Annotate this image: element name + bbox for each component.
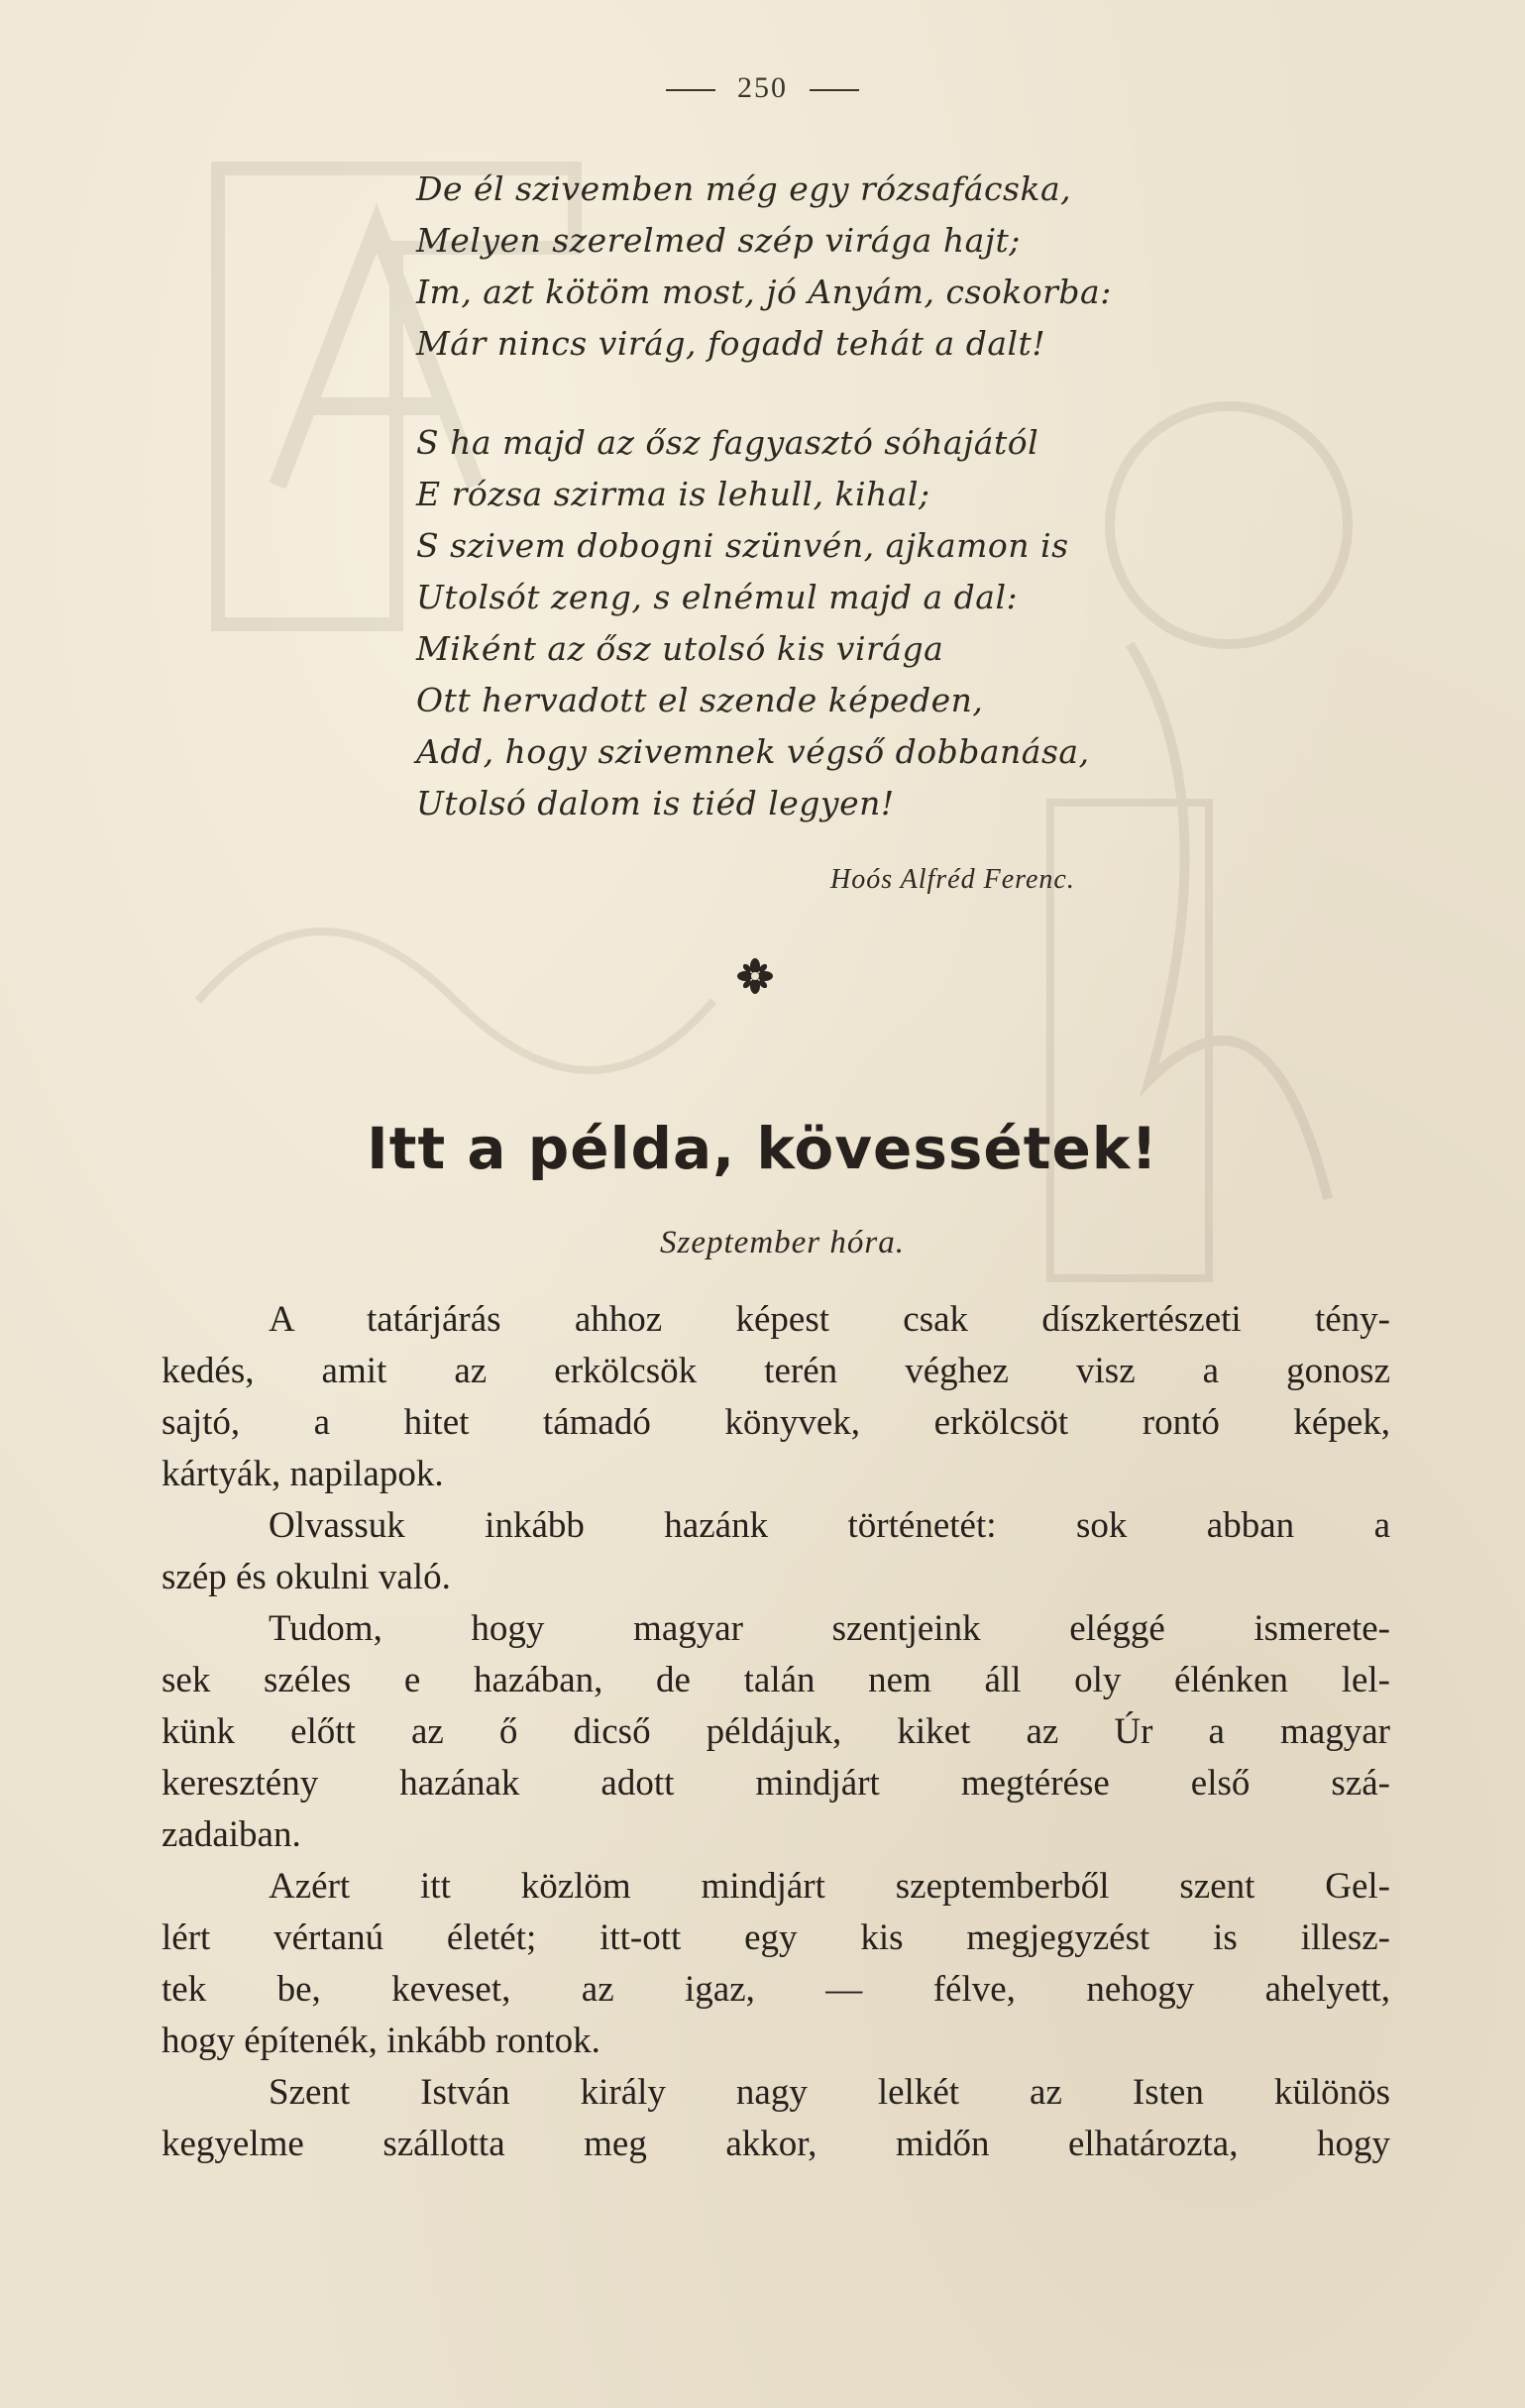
- poem-stanza-1: [416, 164, 1407, 370]
- page-number: [0, 71, 1525, 105]
- poem-line: Add, hogy szivemnek végső dobbanása,: [416, 732, 1090, 771]
- article-line: hogy építenék, inkább rontok.: [162, 2021, 600, 2061]
- leaf-ornament-icon: [737, 958, 773, 994]
- article-line: lért vértanú életét; itt-ott egy kis megjegyzést is illesz-: [162, 1917, 1390, 1958]
- article-line: Tudom, hogy magyar szentjeink eléggé ismerete-: [269, 1608, 1390, 1649]
- poem-line: Utolsót zeng, s elnémul majd a dal:: [416, 578, 1019, 616]
- article-line: Olvassuk inkább hazánk történetét: sok abban a: [269, 1505, 1390, 1546]
- article-line: tek be, keveset, az igaz, — félve, nehogy ahelyett,: [162, 1969, 1390, 2010]
- poem-line: Miként az ősz utolsó kis virága: [416, 629, 944, 668]
- article-line: zadaiban.: [162, 1814, 301, 1855]
- page-number-dash-left: [666, 89, 715, 91]
- article-line: keresztény hazának adott mindjárt megtérése első szá-: [162, 1763, 1390, 1804]
- poem-line: E rózsa szirma is lehull, kihal;: [416, 475, 930, 513]
- article-line: szép és okulni való.: [162, 1557, 451, 1597]
- article-line: kedés, amit az erkölcsök terén véghez visz a gonosz: [162, 1351, 1390, 1391]
- poem-stanza-2: [416, 417, 1407, 829]
- page-number-text: 250: [737, 71, 788, 104]
- poem-line: Im, azt kötöm most, jó Anyám, csokorba:: [416, 273, 1112, 311]
- page-number-dash-right: [810, 89, 859, 91]
- poem: [416, 164, 1407, 877]
- article-line: A tatárjárás ahhoz képest csak díszkertészeti tény-: [269, 1299, 1390, 1340]
- poem-author: Hoós Alfréd Ferenc.: [830, 864, 1075, 895]
- poem-line: Utolsó dalom is tiéd legyen!: [416, 784, 895, 822]
- article-subtitle: Szeptember hóra.: [660, 1225, 905, 1260]
- article-line: kegyelme szállotta meg akkor, midőn elhatározta, hogy: [162, 2124, 1390, 2164]
- article-line: sek széles e hazában, de talán nem áll oly élénken lel-: [162, 1660, 1390, 1700]
- article-line: Szent István király nagy lelkét az Isten különös: [269, 2072, 1390, 2113]
- poem-line: Ott hervadott el szende képeden,: [416, 681, 984, 719]
- poem-line: De él szivemben még egy rózsafácska,: [416, 169, 1072, 208]
- article-line: sajtó, a hitet támadó könyvek, erkölcsöt rontó képek,: [162, 1402, 1390, 1443]
- article-line: Azért itt közlöm mindjárt szeptemberből szent Gel-: [269, 1866, 1390, 1907]
- poem-line: S ha majd az ősz fagyasztó sóhajától: [416, 423, 1039, 462]
- poem-line: S szivem dobogni szünvén, ajkamon is: [416, 526, 1069, 565]
- article-line: kártyák, napilapok.: [162, 1454, 444, 1494]
- poem-line: Már nincs virág, fogadd tehát a dalt!: [416, 324, 1046, 363]
- article-title: Itt a példa, kövessétek!: [367, 1115, 1158, 1182]
- article-line: künk előtt az ő dicső példájuk, kiket az Úr a magyar: [162, 1711, 1390, 1752]
- poem-line: Melyen szerelmed szép virága hajt;: [416, 221, 1021, 260]
- article-body: [162, 1294, 1390, 2170]
